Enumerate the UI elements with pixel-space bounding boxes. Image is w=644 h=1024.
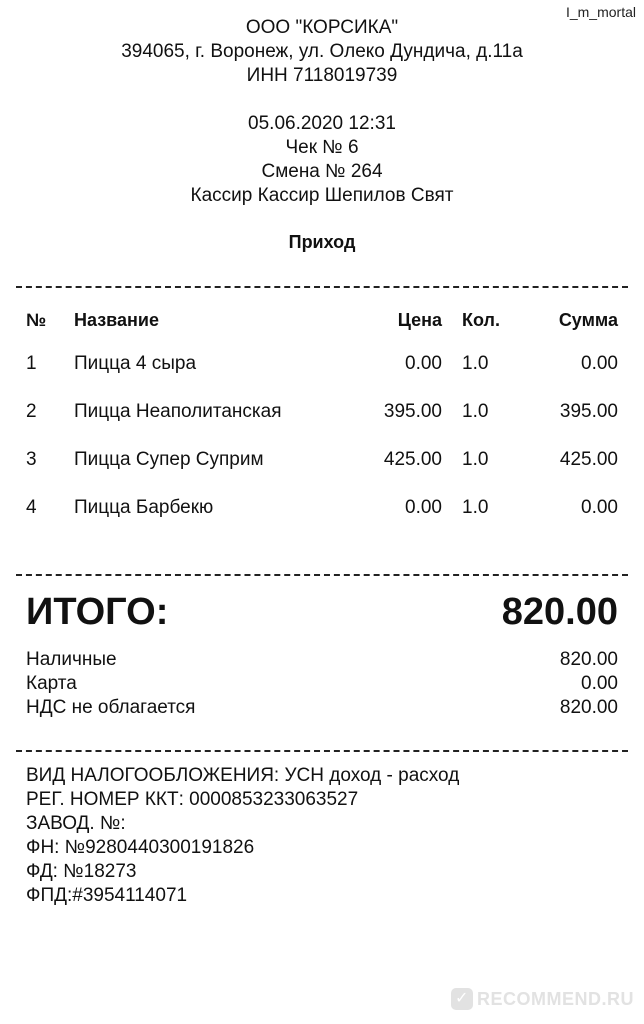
item-no: 4 (26, 497, 37, 518)
item-name: Пицца Неаполитанская (74, 401, 282, 422)
watermark-username: I_m_mortal (565, 4, 636, 20)
payment-line (26, 648, 618, 672)
col-name-header: Название (74, 310, 159, 330)
receipt-datetime: 05.06.2020 12:31 (248, 113, 396, 134)
tax-system: ВИД НАЛОГООБЛОЖЕНИЯ: УСН доход - расход (26, 765, 460, 786)
payment-value: 820.00 (559, 697, 618, 718)
divider (16, 574, 628, 576)
fd-number: ФД: №18273 (26, 861, 137, 882)
watermark-site: RECOMMEND.RU (477, 988, 634, 1009)
operation-type: Приход (288, 232, 356, 252)
item-price: 395.00 (383, 401, 442, 422)
factory-number: ЗАВОД. №: (26, 813, 126, 834)
watermark-logo (451, 984, 634, 1014)
item-name: Пицца 4 сыра (74, 353, 197, 374)
kkt-reg-number: РЕГ. НОМЕР ККТ: 0000853233063527 (26, 789, 359, 810)
col-no-header: № (26, 310, 47, 330)
divider (16, 286, 628, 288)
col-sum-header: Сумма (558, 310, 618, 330)
total-label: ИТОГО: (26, 591, 169, 633)
item-no: 2 (26, 401, 37, 422)
table-row (26, 496, 618, 520)
item-sum: 0.00 (581, 353, 618, 374)
item-no: 1 (26, 353, 37, 374)
item-qty: 1.0 (462, 449, 489, 470)
payment-label: Наличные (26, 649, 117, 670)
payment-line (26, 696, 618, 720)
org-inn: ИНН 7118019739 (246, 65, 398, 86)
item-qty: 1.0 (462, 401, 489, 422)
recommend-icon: ✓ (451, 988, 473, 1010)
payment-value: 0.00 (581, 673, 618, 694)
table-row (26, 400, 618, 424)
fpd-number: ФПД:#3954114071 (26, 885, 188, 906)
col-qty-header: Кол. (462, 310, 500, 330)
org-name: ООО "КОРСИКА" (245, 17, 399, 38)
item-price: 0.00 (405, 353, 442, 374)
divider (16, 750, 628, 752)
table-row (26, 448, 618, 472)
item-sum: 395.00 (559, 401, 618, 422)
item-qty: 1.0 (462, 497, 489, 518)
item-price: 425.00 (383, 449, 442, 470)
fiscal-footer (26, 764, 618, 908)
total-row (26, 588, 618, 636)
check-number: Чек № 6 (285, 137, 359, 158)
fn-number: ФН: №9280440300191826 (26, 837, 255, 858)
item-no: 3 (26, 449, 37, 470)
cashier-name: Кассир Кассир Шепилов Свят (190, 185, 454, 206)
total-value: 820.00 (501, 591, 618, 633)
table-row (26, 352, 618, 376)
shift-number: Смена № 264 (261, 161, 383, 182)
item-sum: 0.00 (581, 497, 618, 518)
table-header (26, 308, 618, 332)
receipt-header (0, 16, 644, 208)
col-price-header: Цена (397, 310, 442, 330)
item-price: 0.00 (405, 497, 442, 518)
item-name: Пицца Супер Суприм (74, 449, 264, 470)
payment-line (26, 672, 618, 696)
org-address: 394065, г. Воронеж, ул. Олеко Дундича, д.11а (121, 41, 523, 62)
payment-label: Карта (26, 673, 77, 694)
item-qty: 1.0 (462, 353, 489, 374)
payment-value: 820.00 (559, 649, 618, 670)
payment-label: НДС не облагается (26, 697, 196, 718)
item-sum: 425.00 (559, 449, 618, 470)
item-name: Пицца Барбекю (74, 497, 214, 518)
